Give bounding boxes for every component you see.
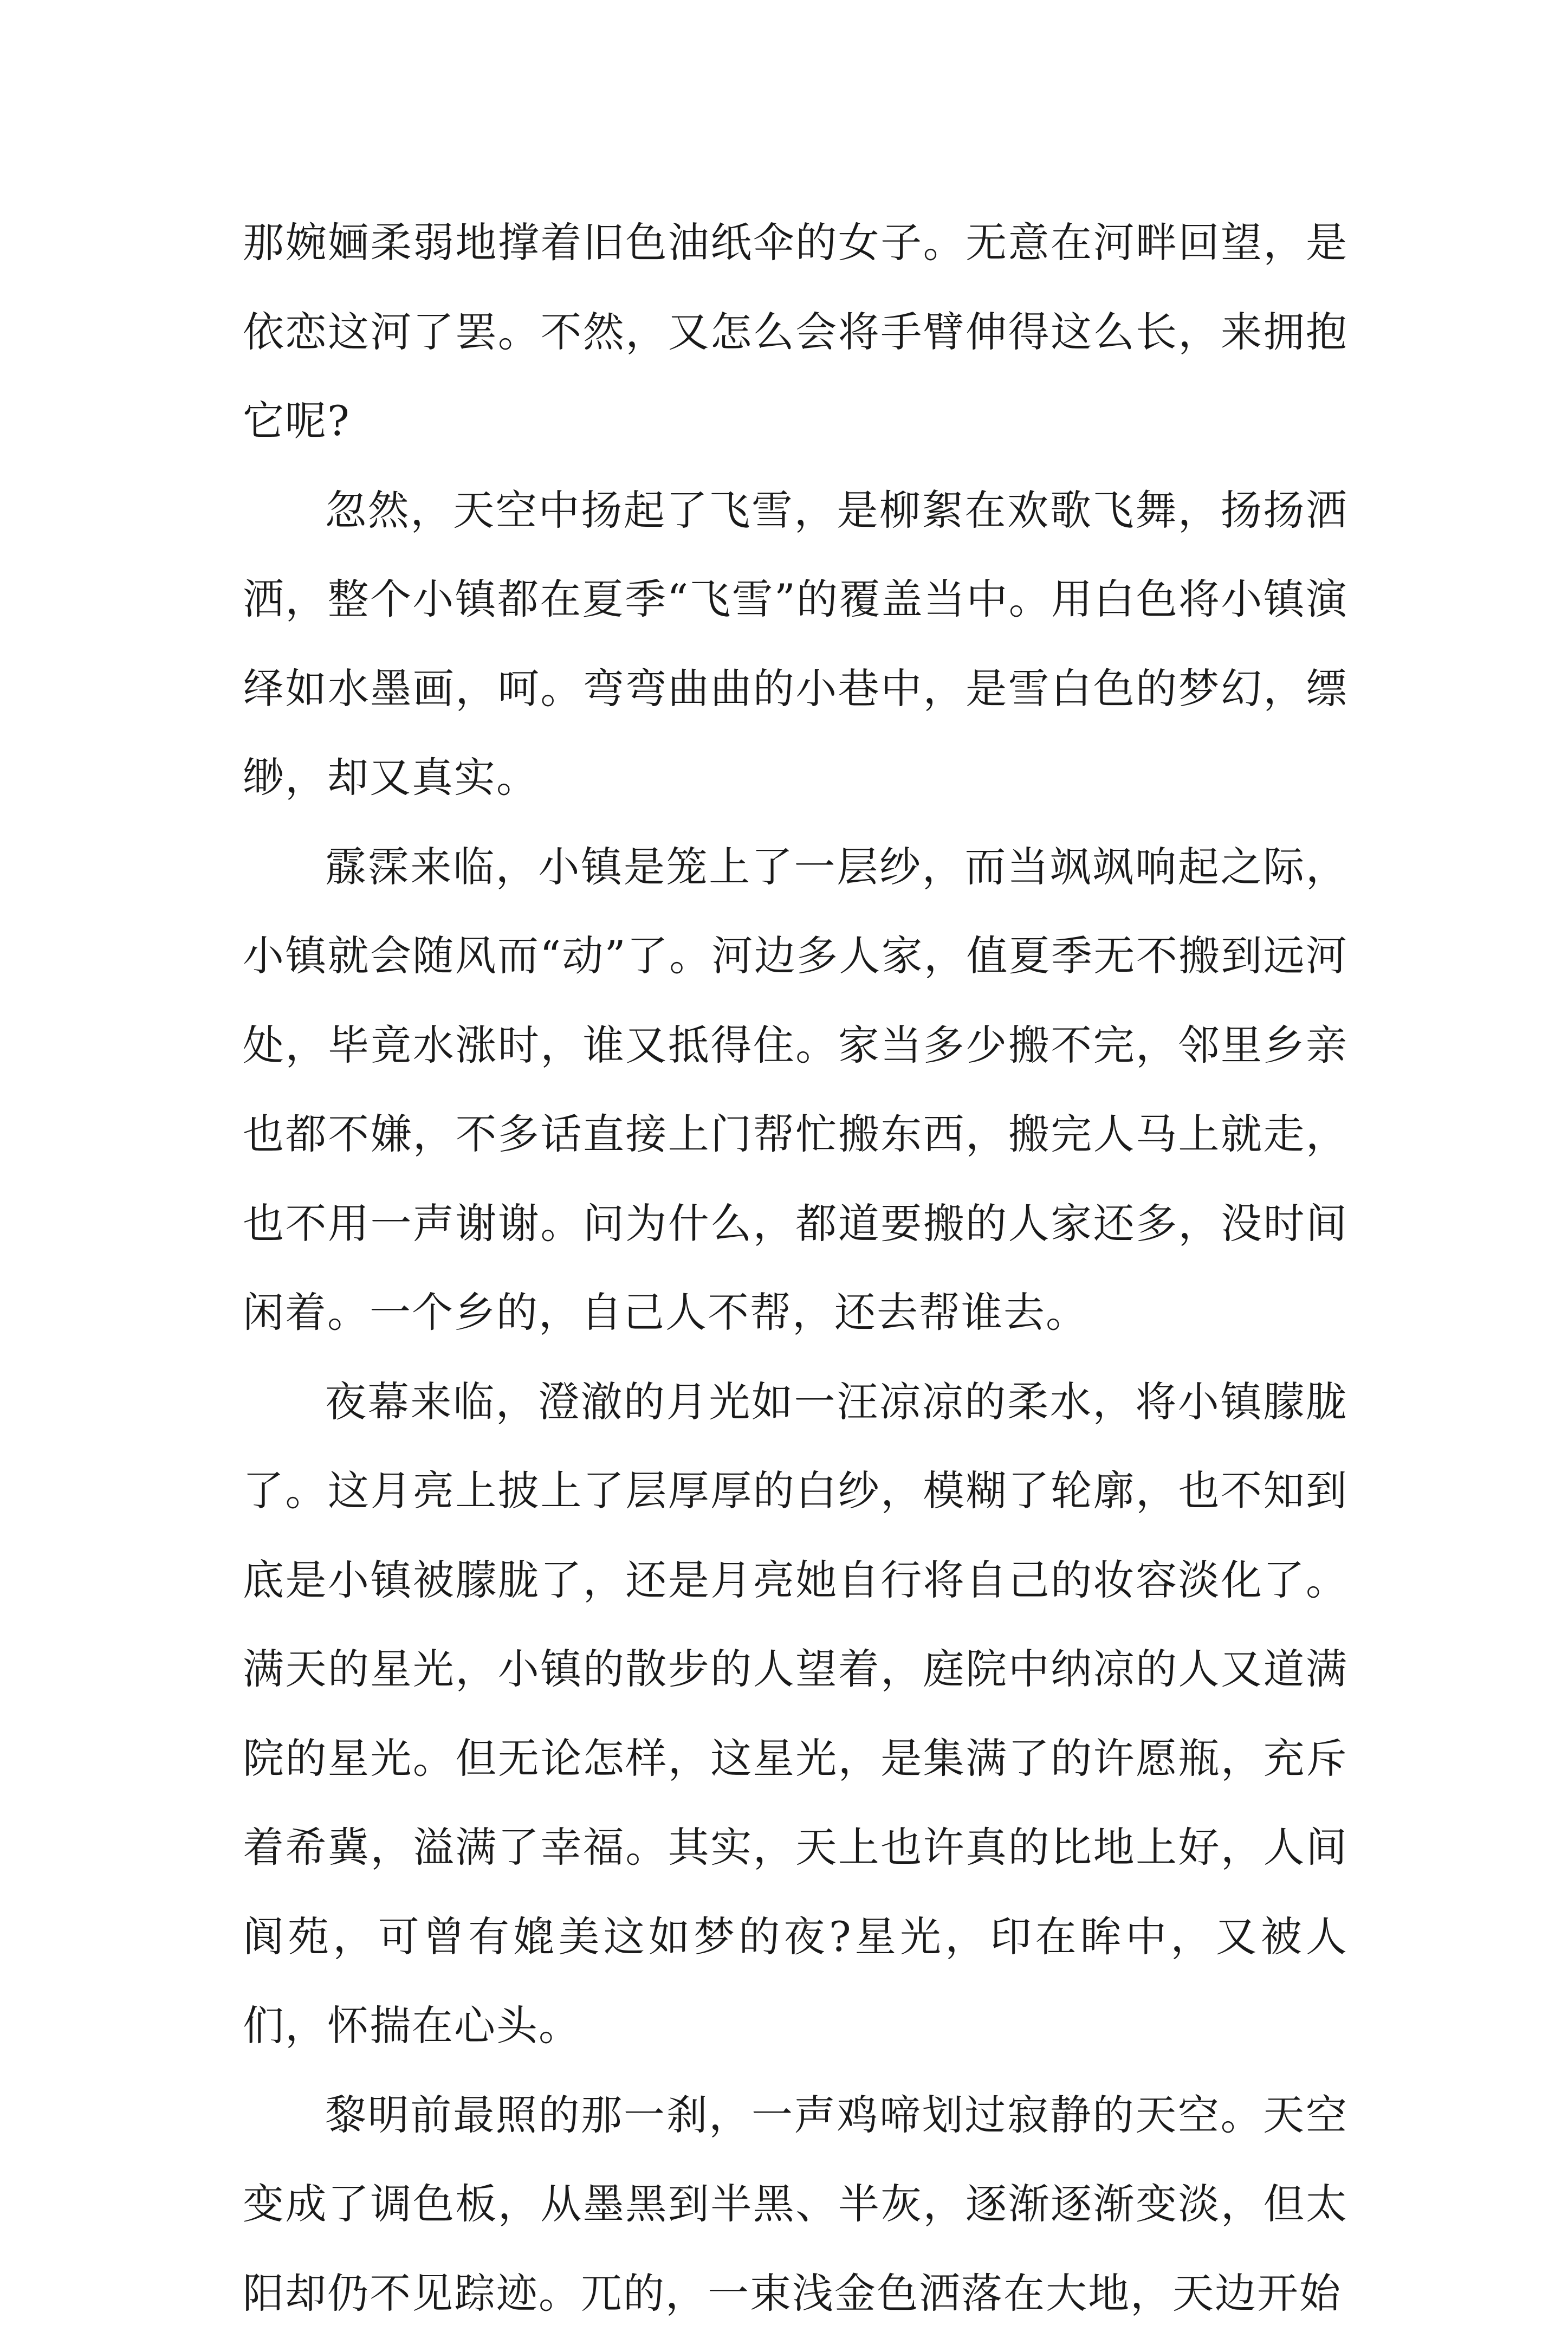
paragraph-3: 霡霂来临，小镇是笼上了一层纱，而当飒飒响起之际，小镇就会随风而“动”了。河边多人家，值夏季无不搬到远河处，毕竟水涨时，谁又抵得住。家当多少搬不完，邻里乡亲也都不嫌，不多话直接上门帮忙搬东西，搬完人马上就走，也不用一声谢谢。问为什么，都道要搬的人家还多，没时间闲着。一个乡的，自己人不帮，还去帮谁去。	[243, 823, 1348, 1358]
paragraph-1: 那婉婳柔弱地撑着旧色油纸伞的女子。无意在河畔回望，是依恋这河了罢。不然，又怎么会将手臂伸得这么长，来拥抱它呢?	[243, 198, 1348, 466]
article-body	[243, 198, 1348, 2338]
paragraph-5: 黎明前最照的那一刹，一声鸡啼划过寂静的天空。天空变成了调色板，从墨黑到半黑、半灰，逐渐逐渐变淡，但太阳却仍不见踪迹。兀的，一束浅金色洒落在大地，天边开始	[243, 2071, 1348, 2338]
paragraph-4: 夜幕来临，澄澈的月光如一汪凉凉的柔水，将小镇朦胧了。这月亮上披上了层厚厚的白纱，模糊了轮廓，也不知到底是小镇被朦胧了，还是月亮她自行将自己的妆容淡化了。满天的星光，小镇的散步的人望着，庭院中纳凉的人又道满院的星光。但无论怎样，这星光，是集满了的许愿瓶，充斥着希冀，溢满了幸福。其实，天上也许真的比地上好，人间阆苑，可曾有媲美这如梦的夜?星光，印在眸中，又被人们，怀揣在心头。	[243, 1358, 1348, 2071]
paragraph-2: 忽然，天空中扬起了飞雪，是柳絮在欢歌飞舞，扬扬洒洒，整个小镇都在夏季“飞雪”的覆盖当中。用白色将小镇演绎如水墨画，呵。弯弯曲曲的小巷中，是雪白色的梦幻，缥缈，却又真实。	[243, 466, 1348, 823]
